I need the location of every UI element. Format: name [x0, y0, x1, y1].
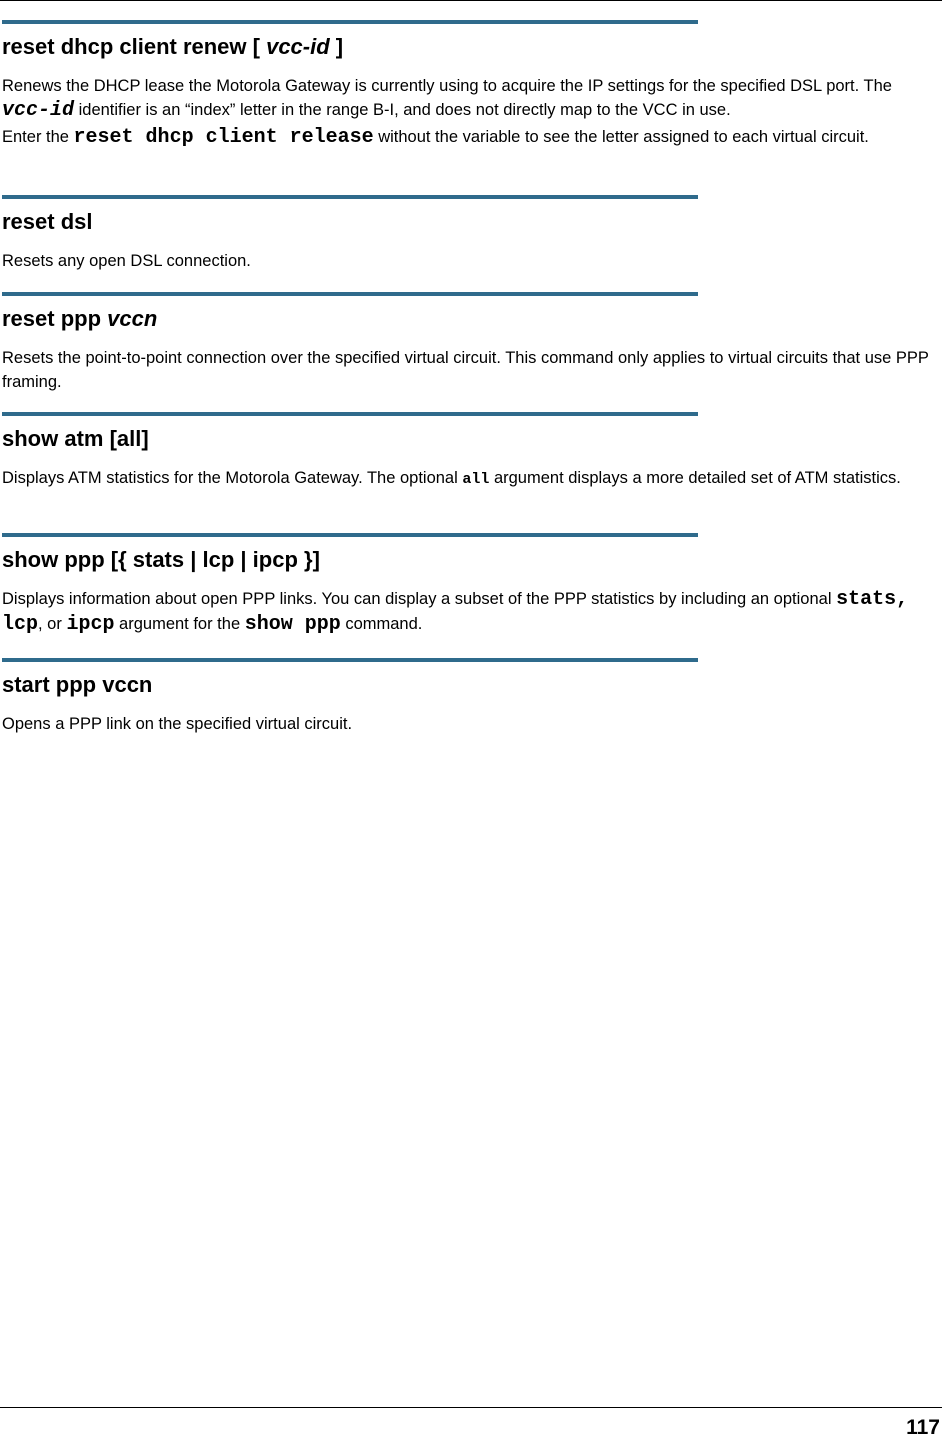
- paragraph: Displays ATM statistics for the Motorola Gateway. The optional all argument displays a more detailed set of ATM statistics.: [2, 469, 901, 488]
- section-heading: reset ppp vccn: [2, 306, 158, 331]
- heading-variable: vccn: [107, 306, 158, 331]
- section-body: [2, 346, 938, 394]
- section-heading: reset dhcp client renew [ vcc-id ]: [2, 34, 344, 59]
- paragraph: Opens a PPP link on the specified virtual circuit.: [2, 715, 353, 733]
- paragraph: Resets the point-to-point connection over the specified virtual circuit. This command only applies to virtual circuits that use PPP framing.: [2, 349, 929, 391]
- inline-code: reset dhcp client release: [73, 126, 374, 149]
- section-heading: show ppp [{ stats | lcp | ipcp }]: [2, 547, 320, 572]
- section-rule: [2, 292, 698, 296]
- section-rule: [2, 658, 698, 662]
- section-reset-dsl: [2, 195, 938, 273]
- section-show-atm: [2, 412, 938, 492]
- section-heading: show atm [all]: [2, 426, 149, 451]
- inline-code: lcp: [2, 613, 39, 636]
- inline-code: stats: [836, 588, 897, 611]
- section-body: [2, 249, 938, 273]
- paragraph: Renews the DHCP lease the Motorola Gateway is currently using to acquire the IP settings for the specified DSL port. The vcc-id identifier is an “index” letter in the range B-I, and does not directly map to the VCC in use.: [2, 77, 892, 122]
- section-body: [2, 466, 938, 492]
- section-reset-ppp: [2, 292, 938, 394]
- paragraph: Displays information about open PPP links. You can display a subset of the PPP statistics by including an optional stats, lcp, or ipcp argument for the show ppp command.: [2, 588, 909, 636]
- section-body: [2, 587, 938, 637]
- section-rule: [2, 195, 698, 199]
- section-reset-dhcp-client-renew: [2, 20, 938, 150]
- section-start-ppp: [2, 658, 938, 736]
- section-show-ppp: [2, 533, 938, 637]
- heading-variable: vcc-id: [266, 34, 330, 59]
- inline-code: all: [462, 471, 490, 488]
- section-body: [2, 712, 938, 736]
- page-number: 117: [906, 1416, 940, 1439]
- inline-code: show ppp: [244, 613, 341, 636]
- section-rule: [2, 533, 698, 537]
- section-heading: reset dsl: [2, 209, 93, 234]
- footer-rule: [0, 1407, 942, 1408]
- section-body: [2, 74, 938, 150]
- section-rule: [2, 412, 698, 416]
- paragraph: Enter the reset dhcp client release without the variable to see the letter assigned to each virtual circuit.: [2, 126, 869, 149]
- inline-code: vcc-id: [2, 99, 75, 122]
- paragraph: Resets any open DSL connection.: [2, 252, 251, 270]
- section-heading: start ppp vccn: [2, 672, 153, 697]
- inline-code: ipcp: [66, 613, 115, 636]
- top-rule: [0, 0, 942, 1]
- section-rule: [2, 20, 698, 24]
